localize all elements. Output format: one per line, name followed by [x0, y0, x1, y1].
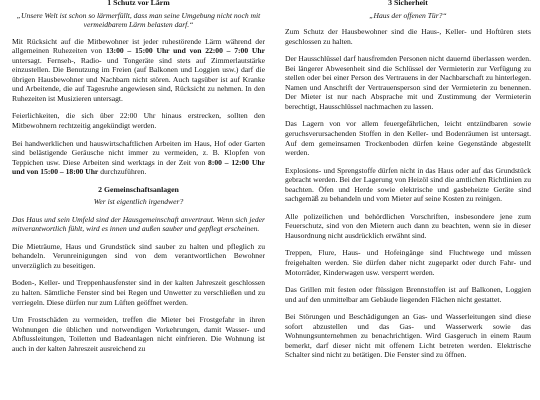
paragraph-frost: Um Frostschäden zu vermeiden, treffen die Mieter bei Frostgefahr in ihren Wohnungen die üblichen und notwendigen Vorkehrungen, damit Wasser- und Abflussleitungen, Toiletten und Badeanlagen nicht einfrieren. Die Wohnung ist auch in der kalten Jahreszeit ausreichend zu	[12, 315, 265, 353]
paragraph-storage: Das Lagern von vor allem feuergefährlichen, leicht entzündbaren sowie geruchsverursachenden Stoffen in den Keller- und Bodenräumen ist untersagt. Auf dem gemeinsamen Trockenboden dürfen keine Gegenstände abgestellt werden.	[285, 119, 531, 158]
paragraph-grilling: Das Grillen mit festen oder flüssigen Brennstoffen ist auf Balkonen, Loggien und auf den unmittelbar am Gebäude liegenden Flächen nicht gestattet.	[285, 285, 531, 304]
section-heading-noise: 1 Schutz vor Lärm	[107, 0, 170, 7]
section-heading-security: 3 Sicherheit	[388, 0, 428, 7]
paragraph-keys: Der Hausschlüssel darf hausfremden Personen nicht dauernd überlassen werden. Bei längerer Abwesenheit sind die Schlüssel der Vermieterin zur Verfügung zu stellen oder bei einer Person des Vertrauens in der Nachbarschaft zu hinterlegen. Namen und Anschrift der Vertrauensperson sind der Vermieterin zu benennen. Der Mieter ist nur nach Absprache mit und Zustimmung der Vermieterin berechtigt, Hausschlüssel nachmachen zu lassen.	[285, 54, 531, 111]
paragraph-community: Das Haus und sein Umfeld sind der Hausgemeinschaft anvertraut. Wenn sich jeder mitverantwortlich fühlt, wird es innen und außen sauber und gepflegt erscheinen.	[12, 214, 265, 234]
paragraph-windows: Boden-, Keller- und Treppenhausfenster sind in der kalten Jahreszeit geschlossen zu halten. Sämtliche Fenster sind bei Regen und Unwetter zu verschließen und zu verriegeln. Diese dürfen nur zum Lüften geöffnet werden.	[12, 278, 265, 307]
craft-work-times: 8:00 – 12:00 Uhr und von 15:00 – 18:00 Uhr	[12, 157, 265, 177]
paragraph-escape-routes: Treppen, Flure, Haus- und Hofeingänge sind Fluchtwege und müssen freigehalten werden. Sie dürfen daher nicht zugeparkt oder durch Fahr- und Motorräder, Kinderwagen usw. versperrt werden.	[285, 248, 531, 277]
paragraph-craft-work	[12, 139, 265, 177]
paragraph-regulations: Alle polizeilichen und behördlichen Vorschriften, insbesondere jene zum Feuerschutz, sind von den Mietern auch dann zu beachten, wenn sie in dieser Hausordnung nicht ausdrücklich erwähnt sind.	[285, 211, 531, 240]
quiet-hours-times: 13:00 – 15:00 Uhr und von 22:00 – 7:00 Uhr	[105, 46, 265, 56]
paragraph-celebrations: Feierlichkeiten, die sich über 22:00 Uhr hinaus erstrecken, sollten den Mitbewohnern rechtzeitig angekündigt werden.	[12, 111, 265, 130]
craft-work-text-b: durchzuführen.	[98, 167, 147, 177]
paragraph-doors: Zum Schutz der Hausbewohner sind die Haus-, Keller- und Hoftüren stets geschlossen zu halten.	[285, 27, 531, 46]
noise-motto: „Unsere Welt ist schon so lärmerfüllt, dass man seine Umgebung nicht noch mit vermeidbarem Lärm belasten darf.“	[16, 10, 261, 30]
common-areas-question: Wer ist eigentlich irgendwer?	[93, 197, 184, 207]
quiet-hours-text-a: Mit Rücksicht auf die Mitbewohner ist jeder ruhestörende Lärm während der allgemeinen Ruhezeiten von	[12, 36, 265, 56]
paragraph-explosives: Explosions- und Sprengstoffe dürfen nicht in das Haus oder auf das Grundstück gebracht werden. Bei der Lagerung von Heizöl sind die amtlichen Richtlinien zu beachten. Öfen und Herde sowie elektrische und gasbeheizte Geräte sind sachgemäß zu behandeln und vom Mieter auf seine Kosten zu reinigen.	[285, 165, 531, 204]
section-heading-common-areas: 2 Gemeinschaftsanlagen	[98, 184, 179, 194]
paragraph-gas-water: Bei Störungen und Beschädigungen an Gas- und Wasserleitungen sind diese sofort abzustellen und das Gas- und Wasserwerk sowie das Wohnungsunternehmen zu benachrichtigen. Wird Gasgeruch in einem Raum bemerkt, darf dieser nicht mit offenem Licht betreten werden. Elektrische Schalter sind nicht zu betätigen. Die Fenster sind zu öffnen.	[285, 312, 531, 360]
right-column	[285, 0, 531, 368]
column-gutter	[274, 0, 275, 400]
quiet-hours-text-b: untersagt. Fernseh-, Radio- und Tongeräte sind stets auf Zimmerlautstärke einzustellen. Die Benutzung im Freien (auf Balkonen und Loggien usw.) darf die übrigen Hausbewohner und Nachbarn nicht stören. Auch tagsüber ist auf Kranke und Arbeitende, die auf Tagesruhe angewiesen sind, Rücksicht zu nehmen. In den Ruhezeiten ist Musizieren untersagt.	[12, 55, 265, 103]
left-column	[12, 0, 265, 361]
security-motto: „Haus der offenen Tür?“	[369, 10, 447, 20]
paragraph-quiet-hours	[12, 37, 265, 104]
craft-work-text-a: Bei handwerklichen und hauswirtschaftlichen Arbeiten im Haus, Hof oder Garten sind belästigende Geräusche nicht immer zu vermeiden, z. B. Klopfen von Teppichen usw. Diese Arbeiten sind werktags in der Zeit von	[12, 138, 265, 167]
paragraph-cleanliness: Die Mieträume, Haus und Grundstück sind sauber zu halten und pfleglich zu behandeln. Verunreinigungen sind von dem verantwortlichen Bewohner unverzüglich zu beseitigen.	[12, 241, 265, 270]
